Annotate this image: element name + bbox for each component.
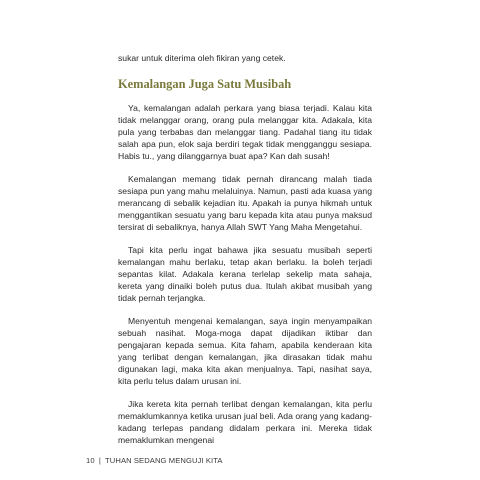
page-footer <box>86 456 223 466</box>
paragraph-4: Menyentuh mengenai kemalangan, saya ingin menyampaikan sebuah nasihat. Moga-moga dapat dijadikan iktibar dan pengajaran kepada semua. Kita faham, apabila kenderaan kita yang terlibat dengan kemalangan, jika dirasakan tidak mahu digunakan lagi, maka kita akan menjualnya. Tapi, nasihat saya, kita perlu telus dalam urusan ini. <box>118 315 372 387</box>
paragraph-5: Jika kereta kita pernah terlibat dengan kemalangan, kita perlu memaklumkannya ketika urusan jual beli. Ada orang yang kadang-kadang terlepas pandang didalam perkara ini. Mereka tidak memaklumkan mengenai <box>118 398 372 446</box>
continued-text-line: sukar untuk diterima oleh fikiran yang cetek. <box>118 53 286 63</box>
section-heading: Kemalangan Juga Satu Musibah <box>118 77 292 91</box>
footer-separator: | <box>98 456 101 465</box>
book-title: TUHAN SEDANG MENGUJI KITA <box>105 456 223 465</box>
paragraph-2: Kemalangan memang tidak pernah dirancang malah tiada sesiapa pun yang mahu melaluinya. Namun, pasti ada kuasa yang merancang di sebalik kejadian itu. Apakah ia punya hikmah untuk menggantikan sesuatu yang baru kepada kita atau punya maksud tersirat di sebaliknya, hanya Allah SWT Yang Maha Mengetahui. <box>118 173 372 233</box>
page-content <box>118 52 372 457</box>
paragraph-1: Ya, kemalangan adalah perkara yang biasa terjadi. Kalau kita tidak melanggar orang, orang pula melanggar kita. Adakala, kita pula yang terbabas dan melanggar tiang. Padahal tiang itu tidak salah apa pun, elok saja berdiri tegak tidak mengganggu sesiapa. Habis tu., yang dilanggarnya buat apa? Kan dah susah! <box>118 103 372 162</box>
page-number: 10 <box>86 456 95 465</box>
paragraph-3: Tapi kita perlu ingat bahawa jika sesuatu musibah seperti kemalangan mahu berlaku, tetap akan berlaku. Ia boleh terjadi sepantas kilat. Adakala kerana terlelap sekelip mata sahaja, kereta yang dinaiki boleh putus dua. Itulah akibat musibah yang tidak pernah terjangka. <box>118 244 372 304</box>
